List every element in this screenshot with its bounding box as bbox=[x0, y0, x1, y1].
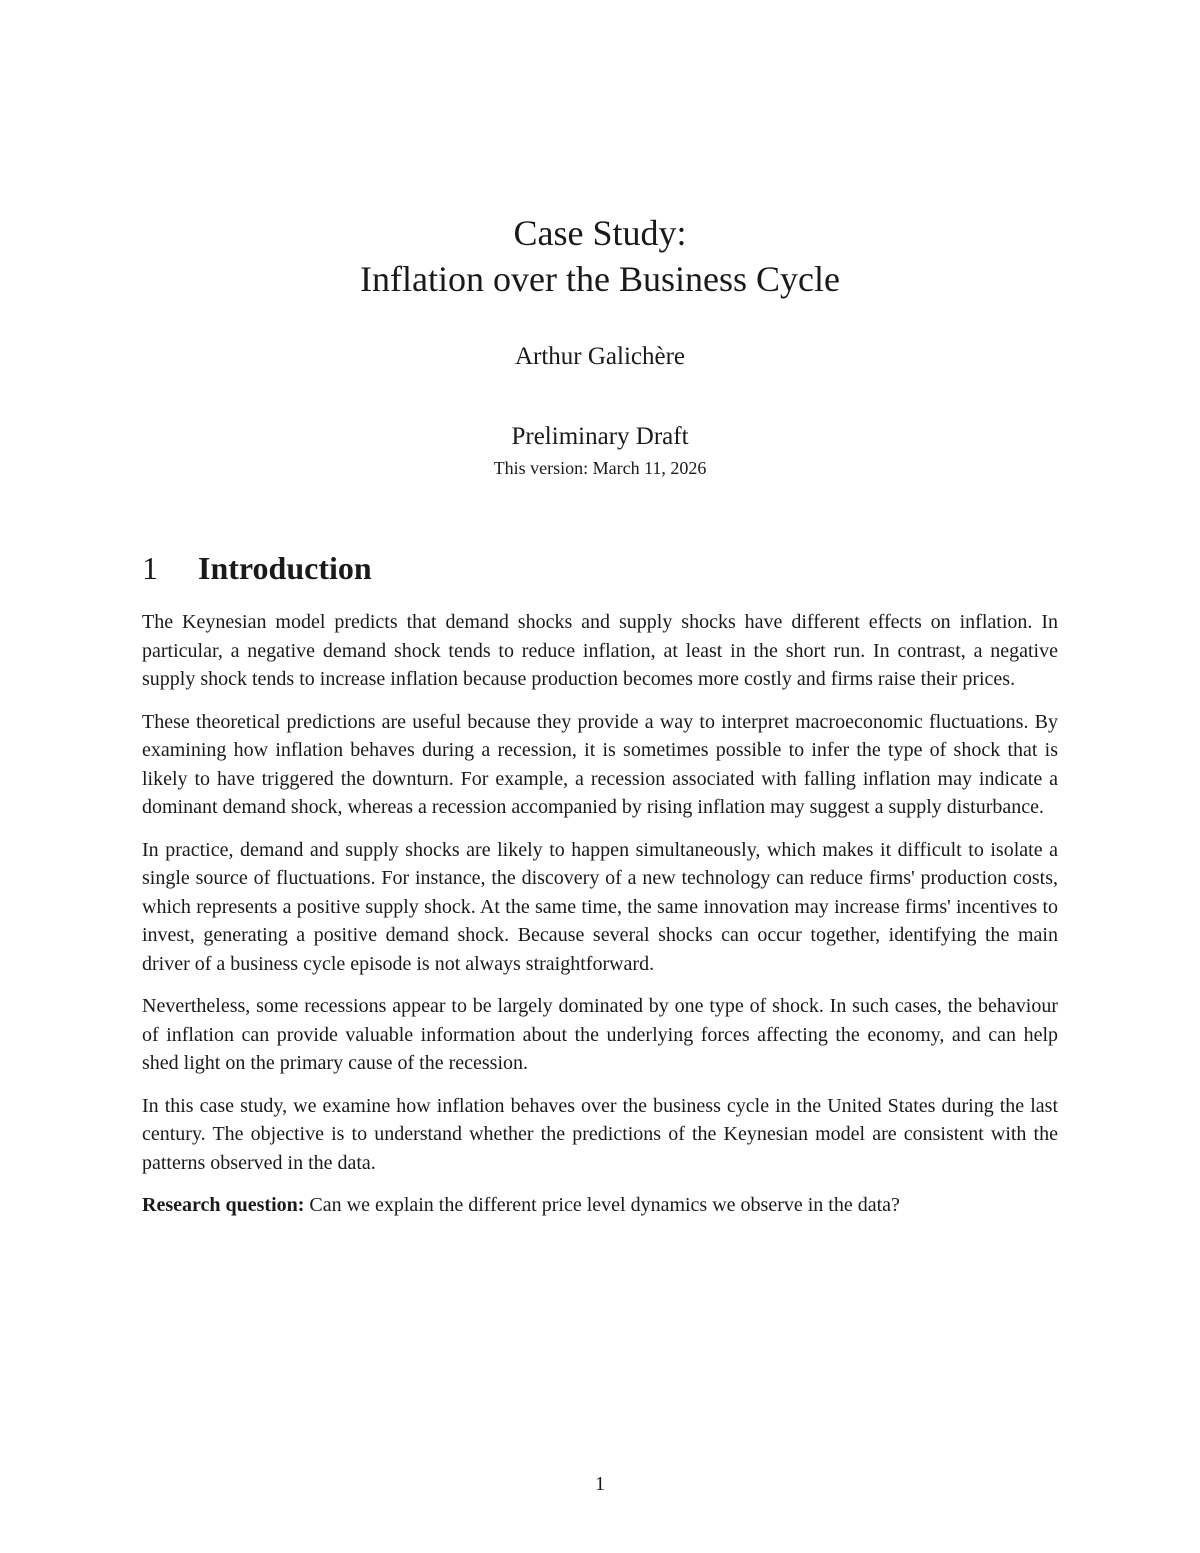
author-name: Arthur Galichère bbox=[514, 343, 686, 370]
section-title: Introduction bbox=[198, 550, 372, 586]
research-question-label: Research question: bbox=[142, 1194, 305, 1216]
paragraph-5: In this case study, we examine how inflation behaves over the business cycle in the United States during the last century. The objective is to understand whether the predictions of the Keynesian model are consistent with the patterns observed in the data. bbox=[142, 1094, 1058, 1174]
section-heading bbox=[142, 548, 372, 588]
version-date: This version: March 11, 2026 bbox=[493, 458, 707, 478]
paragraph-2: These theoretical predictions are useful because they provide a way to interpret macroeconomic fluctuations. By examining how inflation behaves during a recession, it is sometimes possible to infer the type of shock that is likely to have triggered the downturn. For example, a recession associated with falling inflation may indicate a dominant demand shock, whereas a recession accompanied by rising inflation may suggest a supply disturbance. bbox=[142, 710, 1058, 818]
research-question-text: Can we explain the different price level dynamics we observe in the data? bbox=[309, 1194, 900, 1216]
document-title-line-1: Case Study: bbox=[513, 213, 687, 253]
page-number: 1 bbox=[595, 1473, 605, 1495]
draft-status: Preliminary Draft bbox=[511, 423, 689, 450]
section-number: 1 bbox=[142, 550, 158, 586]
paragraph-4: Nevertheless, some recessions appear to be largely dominated by one type of shock. In such cases, the behaviour of inflation can provide valuable information about the underlying forces affecting the economy, and can help shed light on the primary cause of the recession. bbox=[142, 995, 1058, 1074]
section-body bbox=[142, 608, 1058, 1234]
paragraph-1: The Keynesian model predicts that demand shocks and supply shocks have different effects on inflation. In particular, a negative demand shock tends to reduce inflation, at least in the short run. In contrast, a negative supply shock tends to increase inflation because production becomes more costly and firms raise their prices. bbox=[142, 611, 1058, 690]
paragraph-3: In practice, demand and supply shocks are likely to happen simultaneously, which makes it difficult to isolate a single source of fluctuations. For instance, the discovery of a new technology can reduce firms' production costs, which represents a positive supply shock. At the same time, the same innovation may increase firms' incentives to invest, generating a positive demand shock. Because several shocks can occur together, identifying the main driver of a business cycle episode is not always straightforward. bbox=[142, 838, 1058, 975]
research-question bbox=[142, 1191, 1058, 1220]
document-title-line-2: Inflation over the Business Cycle bbox=[360, 259, 840, 299]
title-block bbox=[0, 210, 1200, 480]
